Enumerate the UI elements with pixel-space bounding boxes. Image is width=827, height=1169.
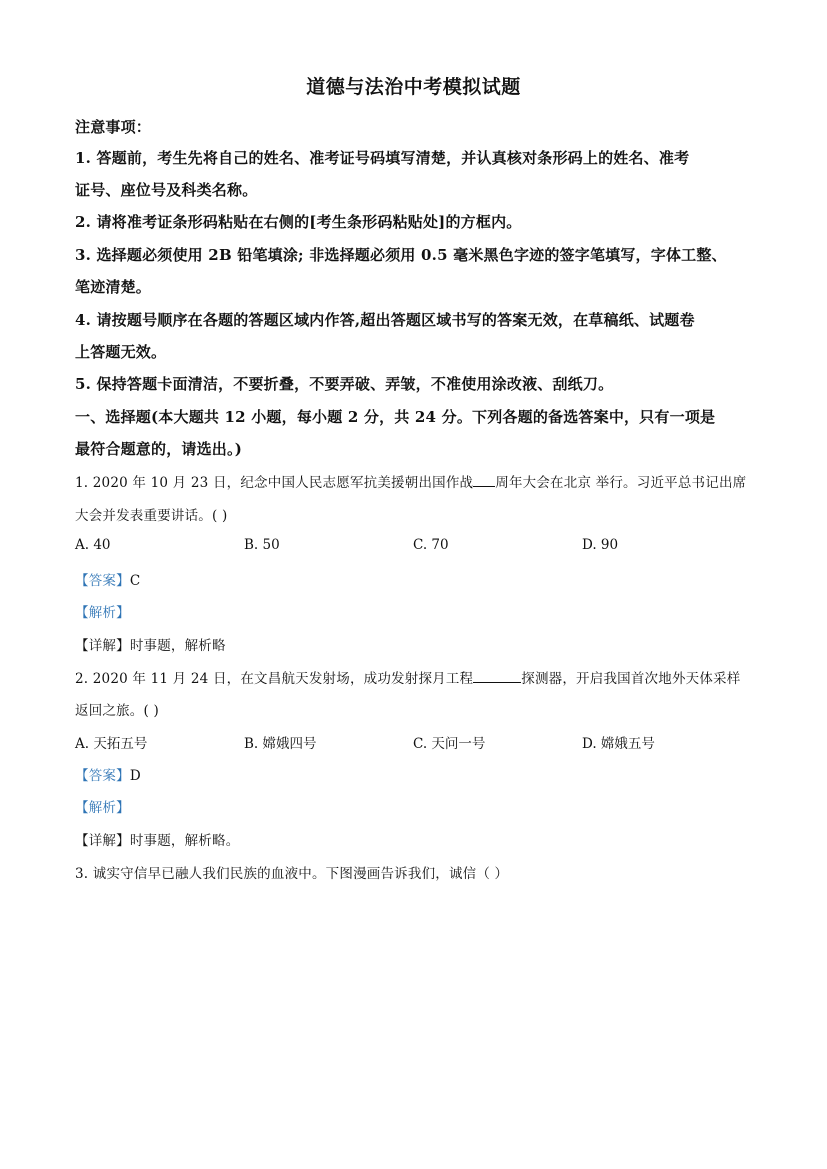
question-2-text: 2. 2020 年 11 月 24 日，在文昌航天发射场，成功发射探月工程 探测器，开启我国首次地外天体采样 bbox=[75, 671, 741, 687]
answer-line bbox=[75, 764, 141, 784]
section-heading: 一、选择题(本大题共 12 小题，每小题 2 分，共 24 分。下列各题的备选答案中，只有一项是 bbox=[75, 408, 716, 426]
answer-tag: 【答案】 bbox=[75, 573, 130, 589]
option-d: D. 嫦娥五号 bbox=[582, 736, 655, 752]
notice-item: 2. 请将准考证条形码粘贴在右侧的[考生条形码粘贴处]的方框内。 bbox=[75, 213, 522, 231]
detail-line bbox=[75, 829, 239, 849]
answer-blank bbox=[473, 486, 495, 487]
notice-item: 5. 保持答题卡面清洁，不要折叠，不要弄破、弄皱，不准使用涂改液、刮纸刀。 bbox=[75, 375, 614, 393]
option-c: C. 70 bbox=[413, 537, 449, 553]
detail-line bbox=[75, 634, 226, 654]
question-2-text-cont: 返回之旅。( ) bbox=[75, 703, 159, 719]
analysis-tag: 【解析】 bbox=[75, 605, 130, 621]
detail-text: 时事题，解析略。 bbox=[129, 833, 240, 849]
page-title: 道德与法治中考模拟试题 bbox=[306, 76, 521, 98]
answer-tag: 【答案】 bbox=[75, 768, 130, 784]
option-c: C. 天问一号 bbox=[413, 736, 486, 752]
answer-line bbox=[75, 569, 140, 589]
notice-heading: 注意事项： bbox=[75, 118, 152, 136]
analysis-tag: 【解析】 bbox=[75, 800, 130, 816]
question-1-text: 1. 2020 年 10 月 23 日，纪念中国人民志愿军抗美援朝出国作战 周年大会在北京 举行。习近平总书记出席 bbox=[75, 475, 747, 491]
option-d: D. 90 bbox=[582, 537, 619, 553]
option-a: A. 40 bbox=[75, 537, 111, 553]
option-b: B. 50 bbox=[244, 537, 280, 553]
notice-item: 1. 答题前，考生先将自己的姓名、准考证号码填写清楚，并认真核对条形码上的姓名、准考 bbox=[75, 149, 690, 167]
notice-item: 笔迹清楚。 bbox=[75, 278, 152, 296]
answer-value: D bbox=[129, 768, 141, 784]
question-1-text-cont: 大会并发表重要讲话。( ) bbox=[75, 508, 228, 524]
detail-text: 时事题，解析略 bbox=[129, 638, 226, 654]
option-b: B. 嫦娥四号 bbox=[244, 736, 317, 752]
answer-blank bbox=[473, 682, 521, 683]
notice-item: 上答题无效。 bbox=[75, 343, 167, 361]
notice-item: 证号、座位号及科类名称。 bbox=[75, 181, 258, 199]
detail-tag: 【详解】 bbox=[75, 833, 130, 849]
section-heading-cont: 最符合题意的，请选出。) bbox=[75, 440, 242, 458]
question-3-text: 3. 诚实守信早已融人我们民族的血液中。下图漫画告诉我们，诚信（ ） bbox=[75, 866, 509, 882]
notice-item: 4. 请按题号顺序在各题的答题区域内作答,超出答题区域书写的答案无效，在草稿纸、试题卷 bbox=[75, 311, 695, 329]
detail-tag: 【详解】 bbox=[75, 638, 130, 654]
notice-item: 3. 选择题必须使用 2B 铅笔填涂; 非选择题必须用 0.5 毫米黑色字迹的签字笔填写，字体工整、 bbox=[75, 246, 727, 264]
option-a: A. 天拓五号 bbox=[75, 736, 148, 752]
answer-value: C bbox=[129, 573, 141, 589]
